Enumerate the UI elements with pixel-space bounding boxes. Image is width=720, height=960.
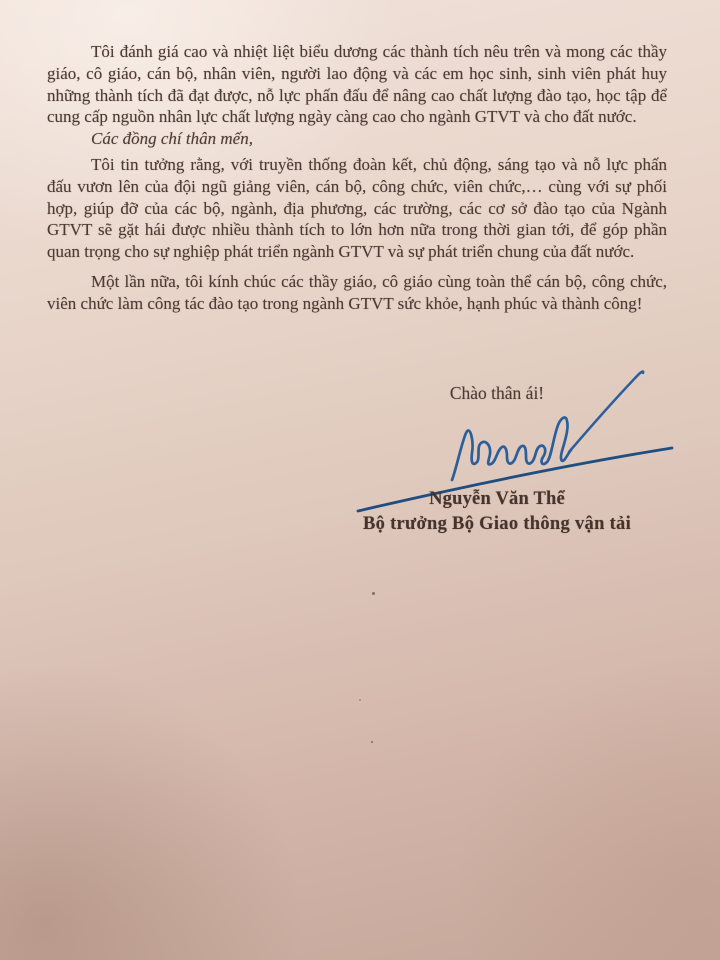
signatory-name: Nguyễn Văn Thể (429, 489, 565, 509)
letter-body (47, 41, 667, 315)
paper-dust-speck (371, 741, 373, 743)
signature-flourish-stroke (569, 372, 643, 452)
paragraph-commendation: Tôi đánh giá cao và nhiệt liệt biểu dương các thành tích nêu trên và mong các thầy giáo, cô giáo, cán bộ, nhân viên, người lao động và các em học sinh, sinh viên phát huy những thành tích đã đạt được, nỗ lực phấn đấu để nâng cao chất lượng đào tạo, học tập để cung cấp nguồn nhân lực chất lượng ngày càng cao cho ngành GTVT và cho đất nước. (47, 42, 667, 127)
closing-salute: Chào thân ái! (449, 383, 545, 403)
signature-scrawl-stroke (452, 417, 571, 480)
paragraph-wishes: Một lần nữa, tôi kính chúc các thầy giáo, cô giáo cùng toàn thể cán bộ, công chức, viên chức làm công tác đào tạo trong ngành GTVT sức khỏe, hạnh phúc và thành công! (47, 271, 667, 313)
salutation-line: Các đồng chí thân mến, (91, 129, 253, 149)
paragraph-confidence: Tôi tin tưởng rằng, với truyền thống đoàn kết, chủ động, sáng tạo và nỗ lực phấn đấu vươn lên của đội ngũ giảng viên, cán bộ, công chức, viên chức,… cùng với sự phối hợp, giúp đỡ của các bộ, ngành, địa phương, các trường, các cơ sở đào tạo của Ngành GTVT sẽ gặt hái được nhiều thành tích to lớn hơn nữa trong thời gian tới, để góp phần quan trọng cho sự nghiệp phát triển ngành GTVT và sự phát triển chung của đất nước. (47, 154, 667, 262)
paper-dust-speck (372, 592, 375, 595)
signatory-title: Bộ trưởng Bộ Giao thông vận tải (362, 514, 632, 534)
paper-dust-speck (359, 699, 361, 701)
